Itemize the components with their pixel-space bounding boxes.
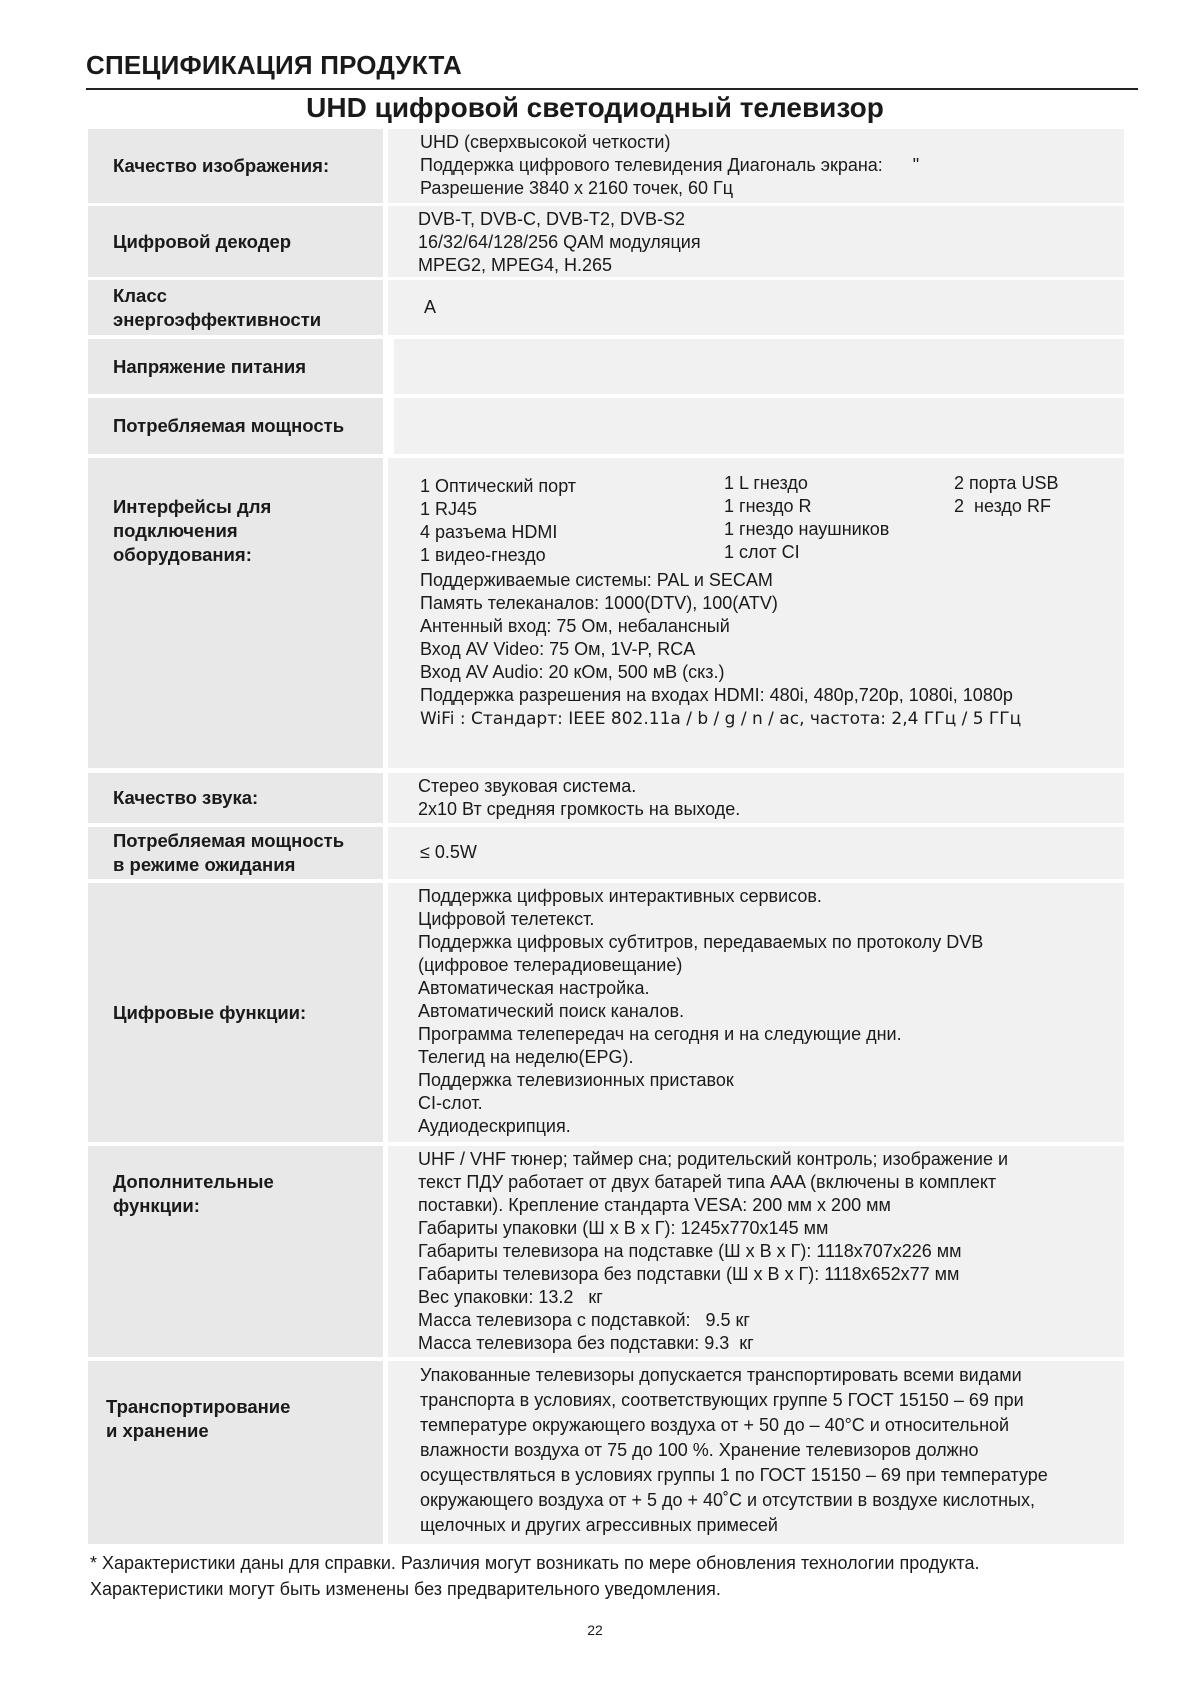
spec-value	[388, 883, 1124, 1142]
interface-item: 1 видео-гнездо	[420, 545, 546, 565]
spec-label-text: Цифровые функции:	[113, 1001, 307, 1023]
spec-line: Поддержка разрешения на входах HDMI: 480i, 480p,720p, 1080i, 1080p	[420, 685, 1013, 705]
spec-line: температуре окружающего воздуха от + 50 до – 40°C и относительной	[420, 1415, 1010, 1435]
spec-label-text: и хранение	[106, 1420, 209, 1441]
spec-line: CI-слот.	[418, 1093, 483, 1113]
spec-value	[388, 773, 1124, 823]
spec-line: Вес упаковки: 13.2 кг	[418, 1287, 603, 1307]
interface-item: 4 разъема HDMI	[420, 522, 558, 542]
interface-item: 1 Оптический порт	[420, 476, 577, 496]
spec-line: Масса телевизора с подставкой: 9.5 кг	[418, 1310, 750, 1330]
spec-value	[388, 280, 1124, 335]
spec-line: Программа телепередач на сегодня и на следующие дни.	[418, 1024, 902, 1044]
spec-label	[88, 883, 383, 1142]
spec-line: Габариты упаковки (Ш x В x Г): 1245x770x145 мм	[418, 1218, 829, 1238]
interface-item: 1 слот CI	[724, 542, 800, 562]
spec-label	[88, 458, 383, 768]
interface-details	[420, 569, 1021, 731]
interface-item: 2 порта USB	[954, 473, 1059, 493]
spec-label-text: Дополнительные	[113, 1171, 274, 1192]
interface-column	[420, 475, 576, 567]
spec-label-text: Транспортирование	[106, 1396, 291, 1417]
spec-line: MPEG2, MPEG4, H.265	[418, 255, 613, 275]
spec-line: Разрешение 3840 x 2160 точек, 60 Гц	[420, 178, 734, 198]
spec-line: WiFi : Стандарт: IEEE 802.11a / b / g / n / ac, частота: 2,4 ГГц / 5 ГГц	[420, 709, 1022, 729]
spec-value	[388, 458, 1124, 768]
spec-label-text: Потребляемая мощность	[113, 415, 345, 436]
footnote-line: * Характеристики даны для справки. Различия могут возникать по мере обновления технологии продукта.	[90, 1553, 980, 1573]
standby-value: ≤ 0.5W	[420, 842, 477, 862]
spec-line: Аудиодескрипция.	[418, 1116, 571, 1136]
spec-line: Вход AV Audio: 20 кОм, 500 мВ (скз.)	[420, 662, 725, 682]
spec-line: транспорта в условиях, соответствующих группе 5 ГОСТ 15150 – 69 при	[420, 1390, 1024, 1410]
spec-value	[388, 827, 1124, 879]
spec-line: Масса телевизора без подставки: 9.3 кг	[418, 1333, 754, 1353]
spec-line: Автоматическая настройка.	[418, 978, 650, 998]
interface-item: 2 нездо RF	[954, 496, 1051, 516]
spec-line: текст ПДУ работает от двух батарей типа AAA (включены в комплект	[418, 1172, 997, 1192]
interface-item: 1 RJ45	[420, 499, 478, 519]
spec-line: UHD (сверхвысокой четкости)	[420, 132, 671, 152]
spec-label-text: Класс	[113, 284, 167, 306]
spec-row-digital	[88, 883, 1124, 1142]
spec-line: (цифровое телерадиовещание)	[418, 955, 683, 975]
spec-row-decoder	[88, 206, 1124, 277]
spec-label-text: энергоэффективности	[113, 308, 322, 330]
spec-label-text: Качество звука:	[113, 787, 259, 808]
spec-line: Телегид на неделю(EPG).	[418, 1047, 634, 1067]
spec-line: Цифровой телетекст.	[418, 909, 595, 929]
spec-label	[88, 280, 383, 335]
spec-line: Поддержка цифрового телевидения Диагональ экрана: "	[420, 155, 920, 175]
footnote	[90, 1550, 979, 1602]
spec-row-energy	[88, 280, 1124, 335]
spec-line: Габариты телевизора на подставке (Ш x В x Г): 1118x707x226 мм	[418, 1241, 962, 1261]
spec-label-text: Цифровой декодер	[113, 230, 292, 252]
spec-line: DVB-T, DVB-C, DVB-T2, DVB-S2	[418, 209, 686, 229]
spec-line: Стерео звуковая система.	[418, 776, 637, 796]
spec-label-text: оборудования:	[113, 544, 252, 565]
title-divider	[86, 88, 1138, 90]
energy-class-value: A	[424, 297, 437, 317]
spec-row-interfaces	[88, 458, 1124, 768]
spec-label-text: Потребляемая мощность	[113, 830, 345, 851]
interface-item: 1 гнездо R	[724, 496, 812, 516]
spec-value	[388, 129, 1124, 203]
interface-item: 1 L гнездо	[724, 473, 808, 493]
spec-label-text: функции:	[113, 1195, 200, 1216]
spec-row-extra	[88, 1146, 1124, 1357]
spec-line: Поддержка цифровых субтитров, передаваемых по протоколу DVB	[418, 932, 984, 952]
spec-value	[388, 1146, 1124, 1357]
spec-line: 16/32/64/128/256 QAM модуляция	[418, 232, 701, 252]
spec-label-text: Качество изображения:	[113, 155, 330, 176]
spec-label	[88, 339, 383, 394]
spec-value	[394, 339, 1124, 394]
spec-line: осуществляться в условиях группы 1 по ГОСТ 15150 – 69 при температуре	[420, 1465, 1048, 1485]
spec-row-transport	[88, 1361, 1124, 1544]
spec-row-sound	[88, 773, 1124, 823]
spec-value	[388, 206, 1124, 277]
spec-row-standby	[88, 827, 1124, 879]
spec-line: Поддержка телевизионных приставок	[418, 1070, 734, 1090]
spec-line: 2x10 Вт средняя громкость на выходе.	[418, 799, 741, 819]
footnote-line: Характеристики могут быть изменены без предварительного уведомления.	[90, 1579, 721, 1599]
spec-line: Поддерживаемые системы: PAL и SECAM	[420, 570, 773, 590]
spec-line: Автоматический поиск каналов.	[418, 1001, 685, 1021]
page-number: 22	[587, 1622, 603, 1638]
spec-label	[88, 206, 383, 277]
spec-row-voltage	[88, 339, 1124, 394]
spec-label	[88, 773, 383, 823]
spec-label-text: подключения	[113, 520, 238, 541]
spec-value	[394, 398, 1124, 454]
interface-item: 1 гнездо наушников	[724, 519, 890, 539]
spec-line: поставки). Крепление стандарта VESA: 200 мм x 200 мм	[418, 1195, 891, 1215]
spec-label	[88, 1146, 383, 1357]
spec-line: Антенный вход: 75 Ом, небалансный	[420, 616, 730, 636]
interface-column	[724, 472, 889, 564]
spec-label	[88, 398, 383, 454]
spec-line: UHF / VHF тюнер; таймер сна; родительский контроль; изображение и	[418, 1149, 1009, 1169]
spec-line: Память телеканалов: 1000(DTV), 100(ATV)	[420, 593, 778, 613]
spec-line: Габариты телевизора без подставки (Ш x В x Г): 1118x652x77 мм	[418, 1264, 960, 1284]
spec-label-text: Напряжение питания	[113, 355, 307, 377]
spec-line: Вход AV Video: 75 Ом, 1V-P, RCA	[420, 639, 696, 659]
product-title: UHD цифровой светодиодный телевизор	[306, 92, 884, 123]
spec-label-text: Интерфейсы для	[113, 496, 272, 517]
spec-label	[88, 827, 383, 879]
spec-label	[88, 129, 383, 203]
spec-row-power	[88, 398, 1124, 454]
spec-line: окружающего воздуха от + 5 до + 40˚С и отсутствии в воздухе кислотных,	[420, 1490, 1035, 1510]
section-title: СПЕЦИФИКАЦИЯ ПРОДУКТА	[86, 50, 462, 80]
spec-label-text: в режиме ожидания	[113, 854, 296, 875]
spec-line: Поддержка цифровых интерактивных сервисов.	[418, 886, 822, 906]
interface-column	[954, 472, 1058, 518]
spec-row-picture	[88, 129, 1124, 203]
spec-line: Упакованные телевизоры допускается транспортировать всеми видами	[420, 1365, 1022, 1385]
spec-line: щелочных и других агрессивных примесей	[420, 1515, 778, 1535]
spec-line: влажности воздуха от 75 до 100 %. Хранение телевизоров должно	[420, 1440, 979, 1460]
spec-value	[388, 1361, 1124, 1544]
spec-label	[88, 1361, 383, 1544]
